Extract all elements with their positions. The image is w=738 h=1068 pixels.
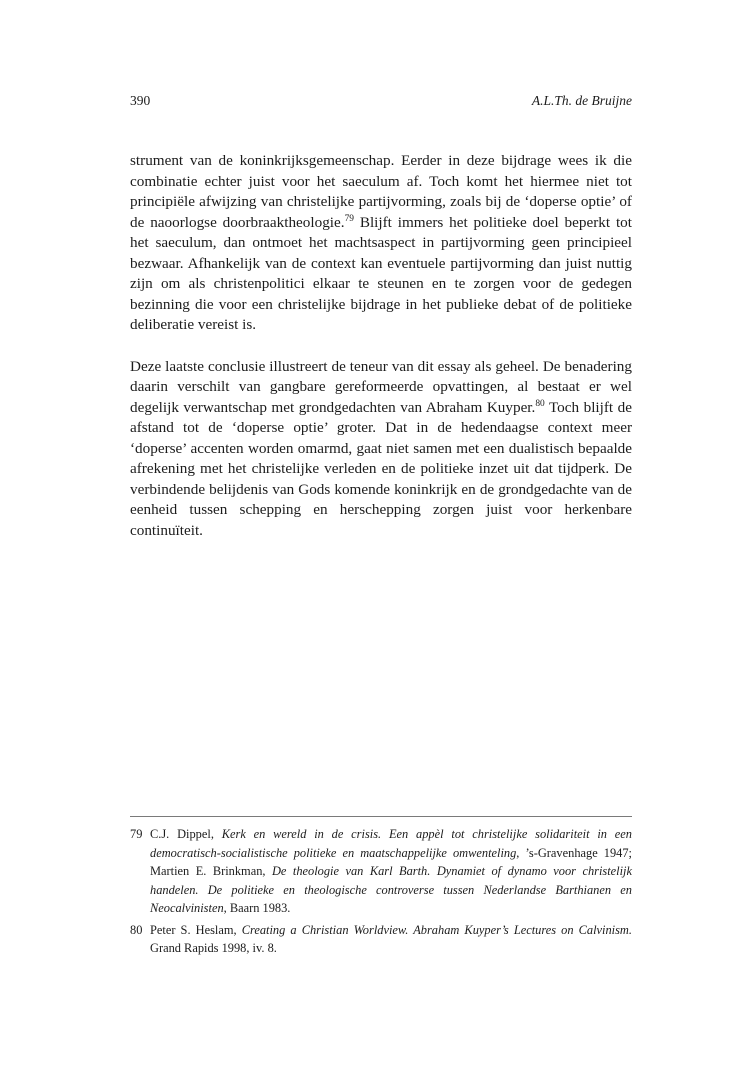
footnote-author: C.J. Dippel, [150,827,222,841]
footnote-80 [130,921,632,958]
paragraph-2-text-a: Deze laatste conclusie illustreert de teneur van dit essay als geheel. De benadering daarin verschilt van gangbare gereformeerde opvattingen, al bestaat er wel degelijk verwantschap met grondgedachten van Abraham Kuyper. [130,357,632,416]
footnote-title: Creating a Christian Worldview. Abraham Kuyper’s Lectures on Calvinism. [241,922,632,937]
footnote-number: 80 [130,922,143,937]
footnote-ref-80[interactable]: 80 [535,399,545,410]
footnote-number: 79 [130,827,143,841]
main-text [130,151,632,541]
paragraph-1 [130,151,632,336]
footnote-author: Peter S. Heslam, [150,922,242,937]
paragraph-1-text-b: Blijft immers het politieke doel beperkt tot het saeculum, dan ontmoet het machtsaspect in partijvorming geen principieel bezwaar. Afhankelijk van de context kan eventuele partijvorming dan juist nuttig zijn om als christenpolitici elkaar te steunen en te zorgen voor de gedegen bezinning die voor een christelijke bijdrage in het publieke debat of de politieke deliberatie vereist is. [130,213,632,333]
page-number: 390 [130,93,151,108]
footnotes [130,825,632,961]
footnote-divider [130,816,632,817]
paragraph-2-text-b: Toch blijft de afstand tot de ‘doperse optie’ groter. Dat in de hedendaagse context meer ‘doperse’ accenten worden omarmd, gaat niet samen met een dualistisch bepaalde afrekening met het christelijke verleden en de politieke inzet uit dat tijdperk. De verbindende belijdenis van Gods komende koninkrijk en de grondgedachte van de eenheid tussen schepping en herschepping zorgen juist voor herkenbare continuïteit. [130,398,632,539]
footnote-ref-79[interactable]: 79 [344,214,354,225]
footnote-tail: , Baarn 1983. [223,901,291,915]
paragraph-2 [130,357,632,542]
footnote-title-2: De theologie van Karl Barth. Dynamiet of dynamo voor christelijk handelen. De politieke en theologische controverse tussen Nederlandse Barthianen en Neocalvinisten [150,864,633,915]
footnote-text [150,921,632,958]
footnote-title: Kerk en wereld in de crisis. Een appèl tot christelijke solidariteit in een democratisch-socialistische politieke en maatschappelijke omwenteling [150,827,632,860]
paragraph-1-text-a: strument van de koninkrijksgemeenschap. Eerder in deze bijdrage wees ik die combinatie echter juist voor het saeculum af. Toch komt het hiermee niet tot principiële afwijzing van christelijke partijvorming, zoals bij de ‘doperse optie’ of de naoorlogse doorbraaktheologie. [130,152,632,231]
running-author: A.L.Th. de Bruijne [531,93,632,108]
footnote-79 [130,825,632,918]
footnote-text [150,825,632,918]
footnote-middle: , ’s-Gravenhage 1947; Martien E. Brinkman, [150,845,632,878]
footnote-tail: Grand Rapids 1998, iv. 8. [150,941,277,955]
